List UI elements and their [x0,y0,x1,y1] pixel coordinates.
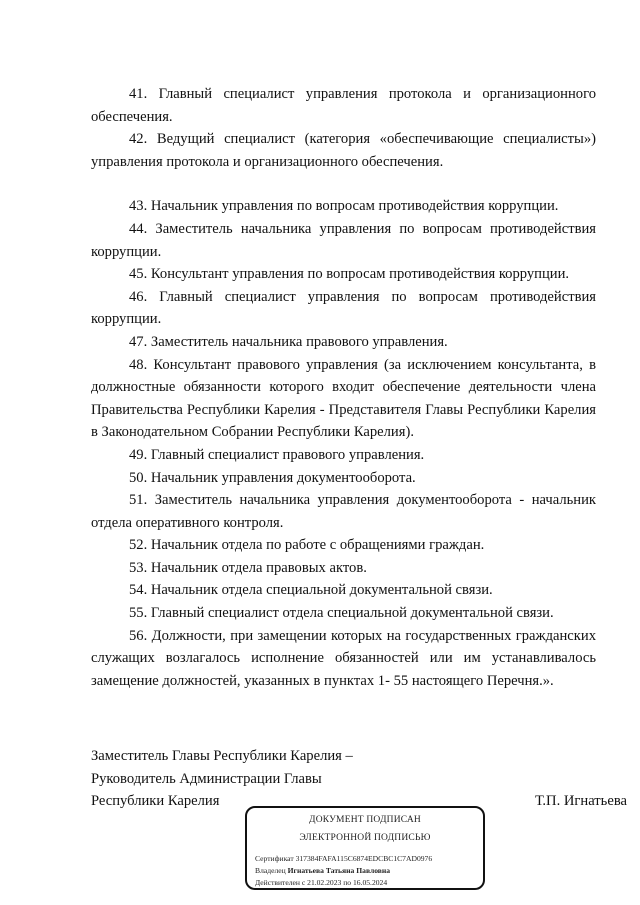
stamp-validity-label: Действителен [255,878,300,887]
stamp-owner [247,865,483,877]
list-item-50: 50. Начальник управления документооборота. [129,469,416,486]
list-item-48: 48. Консультант правового управления (за исключением консультанта, в должностные обязанности которого входит обеспечение деятельности члена Правительства Республики Карелия - Представителя Главы Республики Карелия в Законодательном Собрании Республики Карелия). [91,356,596,441]
stamp-certificate-value: 317384FAFA115C6874EDCBC1C7AD0976 [295,854,433,863]
stamp-validity-value: с 21.02.2023 по 16.05.2024 [301,878,388,887]
list-item-54: 54. Начальник отдела специальной документальной связи. [129,582,493,599]
electronic-signature-stamp [245,806,485,890]
list-item-42: 42. Ведущий специалист (категория «обеспечивающие специалисты») управления протокола и организационного обеспечения. [91,131,596,170]
list-item-43: 43. Начальник управления по вопросам противодействия коррупции. [129,198,559,215]
stamp-title-line-1: ДОКУМЕНТ ПОДПИСАН [309,815,421,825]
signer-position-line-1: Заместитель Главы Республики Карелия – [91,748,353,764]
list-body [91,83,596,692]
stamp-owner-value: Игнатьева Татьяна Павловна [287,866,391,875]
signature-block [91,745,627,813]
list-item-55: 55. Главный специалист отдела специальной документальной связи. [129,605,554,622]
signer-name: Т.П. Игнатьева [534,793,627,809]
paragraph-gap [91,173,596,195]
list-item-51: 51. Заместитель начальника управления документооборота - начальник отдела оперативного контроля. [91,492,596,531]
stamp-owner-label: Владелец [255,866,286,875]
list-item-45: 45. Консультант управления по вопросам противодействия коррупции. [129,266,570,283]
list-item-56: 56. Должности, при замещении которых на государственных гражданских служащих возлагалось исполнение обязанностей или им устанавливалось замещение должностей, указанных в пунктах 1- 55 настоящего Перечня.». [91,627,596,689]
list-item-44: 44. Заместитель начальника управления по вопросам противодействия коррупции. [91,220,596,260]
stamp-validity [247,877,483,889]
stamp-certificate [247,853,483,865]
list-item-49: 49. Главный специалист правового управления. [129,446,425,463]
list-item-46: 46. Главный специалист управления по вопросам противодействия коррупции. [91,288,596,328]
list-item-53: 53. Начальник отдела правовых актов. [129,559,367,576]
signer-position-line-3: Республики Карелия [91,793,220,810]
signer-position-line-2: Руководитель Администрации Главы [91,770,322,787]
stamp-title-line-2: ЭЛЕКТРОННОЙ ПОДПИСЬЮ [299,833,431,843]
list-item-41: 41. Главный специалист управления протокола и организационного обеспечения. [91,86,596,125]
list-item-47: 47. Заместитель начальника правового управления. [129,333,448,350]
list-item-52: 52. Начальник отдела по работе с обращениями граждан. [129,537,485,554]
stamp-certificate-label: Сертификат [255,854,294,863]
